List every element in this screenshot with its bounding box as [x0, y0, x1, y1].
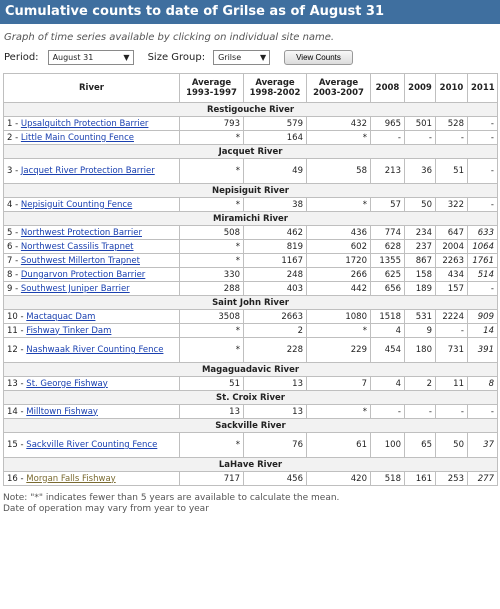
count-cell: 49	[244, 159, 307, 184]
river-group-row	[4, 184, 498, 198]
count-cell: 13	[244, 377, 307, 391]
table-row	[4, 131, 498, 145]
count-cell: 57	[371, 198, 405, 212]
period-select[interactable]	[48, 50, 134, 65]
site-cell	[4, 240, 180, 254]
count-cell: 1355	[371, 254, 405, 268]
count-cell: 9	[405, 324, 436, 338]
count-cell: 528	[436, 117, 468, 131]
site-number: 2 -	[7, 132, 21, 143]
count-cell: 157	[436, 282, 468, 296]
count-cell: 234	[405, 226, 436, 240]
site-link[interactable]: Northwest Cassilis Trapnet	[20, 241, 134, 252]
count-cell: 13	[244, 405, 307, 419]
site-cell	[4, 226, 180, 240]
site-number: 5 -	[7, 227, 21, 238]
table-body	[4, 103, 498, 486]
count-cell: 1080	[307, 310, 371, 324]
river-group-row	[4, 145, 498, 159]
count-cell: 1761	[468, 254, 498, 268]
count-cell: 647	[436, 226, 468, 240]
count-cell: 65	[405, 433, 436, 458]
site-number: 14 -	[7, 406, 27, 417]
count-cell: 37	[468, 433, 498, 458]
chevron-down-icon: ▼	[259, 53, 267, 62]
table-row	[4, 377, 498, 391]
river-group-row	[4, 419, 498, 433]
site-number: 16 -	[7, 473, 27, 484]
table-row	[4, 226, 498, 240]
filter-controls	[4, 50, 500, 65]
count-cell: *	[307, 324, 371, 338]
river-group-name: Jacquet River	[4, 145, 498, 159]
table-row	[4, 282, 498, 296]
count-cell: 628	[371, 240, 405, 254]
count-cell: 909	[468, 310, 498, 324]
river-group-name: St. Croix River	[4, 391, 498, 405]
count-cell: -	[468, 117, 498, 131]
count-cell: 4	[371, 324, 405, 338]
river-group-row	[4, 296, 498, 310]
count-cell: *	[180, 198, 244, 212]
period-select-value: August 31	[52, 53, 94, 62]
count-cell: -	[405, 131, 436, 145]
table-row	[4, 198, 498, 212]
site-number: 9 -	[7, 283, 21, 294]
count-cell: 731	[436, 338, 468, 363]
site-link[interactable]: Morgan Falls Fishway	[26, 473, 116, 484]
count-cell: *	[180, 324, 244, 338]
site-number: 11 -	[7, 325, 27, 336]
period-label: Period:	[4, 52, 39, 63]
count-cell: 1167	[244, 254, 307, 268]
view-counts-button[interactable]: View Counts	[284, 50, 353, 65]
count-cell: 248	[244, 268, 307, 282]
size-group-select[interactable]	[213, 50, 270, 65]
count-cell: 965	[371, 117, 405, 131]
count-cell: 50	[436, 433, 468, 458]
site-link[interactable]: Southwest Millerton Trapnet	[20, 255, 140, 266]
site-number: 12 -	[7, 345, 27, 355]
count-cell: 403	[244, 282, 307, 296]
river-group-row	[4, 391, 498, 405]
count-cell: 462	[244, 226, 307, 240]
count-cell: 579	[244, 117, 307, 131]
count-cell: 277	[468, 472, 498, 486]
column-header: Average 1998-2002	[244, 74, 307, 103]
size-group-label: Size Group:	[147, 52, 206, 63]
site-link[interactable]: Nashwaak River Counting Fence	[26, 345, 164, 355]
site-cell	[4, 310, 180, 324]
column-header: Average 2003-2007	[307, 74, 371, 103]
count-cell: 717	[180, 472, 244, 486]
column-header: 2009	[405, 74, 436, 103]
site-link[interactable]: Fishway Tinker Dam	[26, 325, 112, 336]
count-cell: 100	[371, 433, 405, 458]
count-cell: 1518	[371, 310, 405, 324]
site-cell	[4, 282, 180, 296]
site-cell	[4, 198, 180, 212]
count-cell: *	[180, 131, 244, 145]
count-cell: 4	[371, 377, 405, 391]
site-cell	[4, 268, 180, 282]
count-cell: 442	[307, 282, 371, 296]
size-group-select-value: Grilse	[218, 53, 242, 62]
river-group-row	[4, 458, 498, 472]
count-cell: 11	[436, 377, 468, 391]
table-row	[4, 338, 498, 363]
count-cell: 531	[405, 310, 436, 324]
page-title: Cumulative counts to date of Grilse as of August 31	[0, 0, 500, 24]
count-cell: -	[468, 198, 498, 212]
count-cell: *	[180, 433, 244, 458]
count-cell: 50	[405, 198, 436, 212]
count-cell: 793	[180, 117, 244, 131]
count-cell: 391	[468, 338, 498, 363]
count-cell: 434	[436, 268, 468, 282]
count-cell: 602	[307, 240, 371, 254]
count-cell: 432	[307, 117, 371, 131]
count-cell: 819	[244, 240, 307, 254]
count-cell: 266	[307, 268, 371, 282]
count-cell: *	[307, 131, 371, 145]
site-link[interactable]: Little Main Counting Fence	[20, 132, 134, 143]
count-cell: *	[307, 198, 371, 212]
count-cell: 2004	[436, 240, 468, 254]
site-cell	[4, 159, 180, 184]
count-cell: -	[468, 282, 498, 296]
count-cell: *	[180, 338, 244, 363]
site-number: 8 -	[7, 269, 21, 280]
count-cell: 514	[468, 268, 498, 282]
column-header: 2010	[436, 74, 468, 103]
site-link[interactable]: Dungarvon Protection Barrier	[20, 269, 146, 280]
count-cell: *	[307, 405, 371, 419]
count-cell: 51	[436, 159, 468, 184]
site-link[interactable]: St. George Fishway	[26, 378, 108, 389]
count-cell: 38	[244, 198, 307, 212]
table-row	[4, 240, 498, 254]
site-cell	[4, 254, 180, 268]
count-cell: 508	[180, 226, 244, 240]
river-group-row	[4, 363, 498, 377]
site-number: 13 -	[7, 378, 27, 389]
site-number: 15 -	[7, 440, 27, 450]
count-cell: 61	[307, 433, 371, 458]
count-cell: 2663	[244, 310, 307, 324]
chevron-down-icon: ▼	[123, 53, 130, 62]
count-cell: 633	[468, 226, 498, 240]
count-cell: 2263	[436, 254, 468, 268]
footnotes	[3, 493, 500, 515]
count-cell: -	[468, 405, 498, 419]
count-cell: 253	[436, 472, 468, 486]
count-cell: 13	[180, 405, 244, 419]
column-header: 2008	[371, 74, 405, 103]
site-number: 3 -	[7, 166, 21, 176]
count-cell: 228	[244, 338, 307, 363]
count-cell: 76	[244, 433, 307, 458]
site-link[interactable]: Mactaquac Dam	[26, 311, 96, 322]
site-cell	[4, 324, 180, 338]
table-row	[4, 268, 498, 282]
count-cell: 213	[371, 159, 405, 184]
count-cell: 3508	[180, 310, 244, 324]
count-cell: 14	[468, 324, 498, 338]
site-number: 7 -	[7, 255, 21, 266]
count-cell: *	[180, 159, 244, 184]
river-group-name: Miramichi River	[4, 212, 498, 226]
count-cell: 1064	[468, 240, 498, 254]
site-number: 6 -	[7, 241, 21, 252]
count-cell: -	[436, 131, 468, 145]
site-cell	[4, 131, 180, 145]
count-cell: 322	[436, 198, 468, 212]
site-number: 1 -	[7, 118, 21, 129]
river-group-name: Nepisiguit River	[4, 184, 498, 198]
river-group-name: Saint John River	[4, 296, 498, 310]
count-cell: 456	[244, 472, 307, 486]
site-link[interactable]: Nepisiguit Counting Fence	[20, 199, 133, 210]
site-link[interactable]: Upsalquitch Protection Barrier	[20, 118, 149, 129]
count-cell: *	[180, 254, 244, 268]
footnote-operation: Date of operation may vary from year to year	[3, 504, 209, 514]
count-cell: 288	[180, 282, 244, 296]
count-cell: 237	[405, 240, 436, 254]
count-cell: 8	[468, 377, 498, 391]
table-row	[4, 433, 498, 458]
site-number: 10 -	[7, 311, 27, 322]
site-link[interactable]: Jacquet River Protection Barrier	[20, 166, 155, 176]
site-cell	[4, 472, 180, 486]
count-cell: 229	[307, 338, 371, 363]
count-cell: 2	[244, 324, 307, 338]
table-row	[4, 324, 498, 338]
count-cell: -	[405, 405, 436, 419]
count-cell: -	[436, 405, 468, 419]
count-cell: 189	[405, 282, 436, 296]
count-cell: 158	[405, 268, 436, 282]
count-cell: 58	[307, 159, 371, 184]
site-link[interactable]: Northwest Protection Barrier	[20, 227, 142, 238]
site-cell	[4, 433, 180, 458]
river-group-row	[4, 103, 498, 117]
count-cell: 36	[405, 159, 436, 184]
river-group-name: Sackville River	[4, 419, 498, 433]
river-group-name: Magaguadavic River	[4, 363, 498, 377]
count-cell: 867	[405, 254, 436, 268]
count-cell: 2	[405, 377, 436, 391]
site-cell	[4, 338, 180, 363]
table-row	[4, 117, 498, 131]
count-cell: 656	[371, 282, 405, 296]
count-cell: 164	[244, 131, 307, 145]
count-cell: -	[371, 405, 405, 419]
count-cell: 1720	[307, 254, 371, 268]
table-row	[4, 472, 498, 486]
site-cell	[4, 405, 180, 419]
count-cell: 7	[307, 377, 371, 391]
count-cell: 436	[307, 226, 371, 240]
count-cell: 518	[371, 472, 405, 486]
counts-table	[3, 73, 498, 486]
count-cell: 454	[371, 338, 405, 363]
page-subtitle: Graph of time series available by clicking on individual site name.	[4, 32, 335, 43]
site-cell	[4, 377, 180, 391]
count-cell: 161	[405, 472, 436, 486]
count-cell: 501	[405, 117, 436, 131]
count-cell: *	[180, 240, 244, 254]
site-link[interactable]: Milltown Fishway	[26, 406, 98, 417]
site-link[interactable]: Sackville River Counting Fence	[26, 440, 158, 450]
footnote-mean: Note: "*" indicates fewer than 5 years are available to calculate the mean.	[3, 493, 340, 503]
table-row	[4, 310, 498, 324]
count-cell: 330	[180, 268, 244, 282]
count-cell: 774	[371, 226, 405, 240]
site-cell	[4, 117, 180, 131]
table-header-row	[4, 74, 498, 103]
count-cell: -	[468, 131, 498, 145]
count-cell: 625	[371, 268, 405, 282]
site-link[interactable]: Southwest Juniper Barrier	[20, 283, 130, 294]
count-cell: -	[371, 131, 405, 145]
site-number: 4 -	[7, 199, 21, 210]
column-header: 2011	[468, 74, 498, 103]
river-group-row	[4, 212, 498, 226]
count-cell: 51	[180, 377, 244, 391]
table-row	[4, 254, 498, 268]
river-group-name: LaHave River	[4, 458, 498, 472]
table-row	[4, 159, 498, 184]
river-group-name: Restigouche River	[4, 103, 498, 117]
column-header: River	[4, 74, 180, 103]
count-cell: 2224	[436, 310, 468, 324]
count-cell: 420	[307, 472, 371, 486]
table-row	[4, 405, 498, 419]
count-cell: -	[468, 159, 498, 184]
count-cell: -	[436, 324, 468, 338]
column-header: Average 1993-1997	[180, 74, 244, 103]
count-cell: 180	[405, 338, 436, 363]
